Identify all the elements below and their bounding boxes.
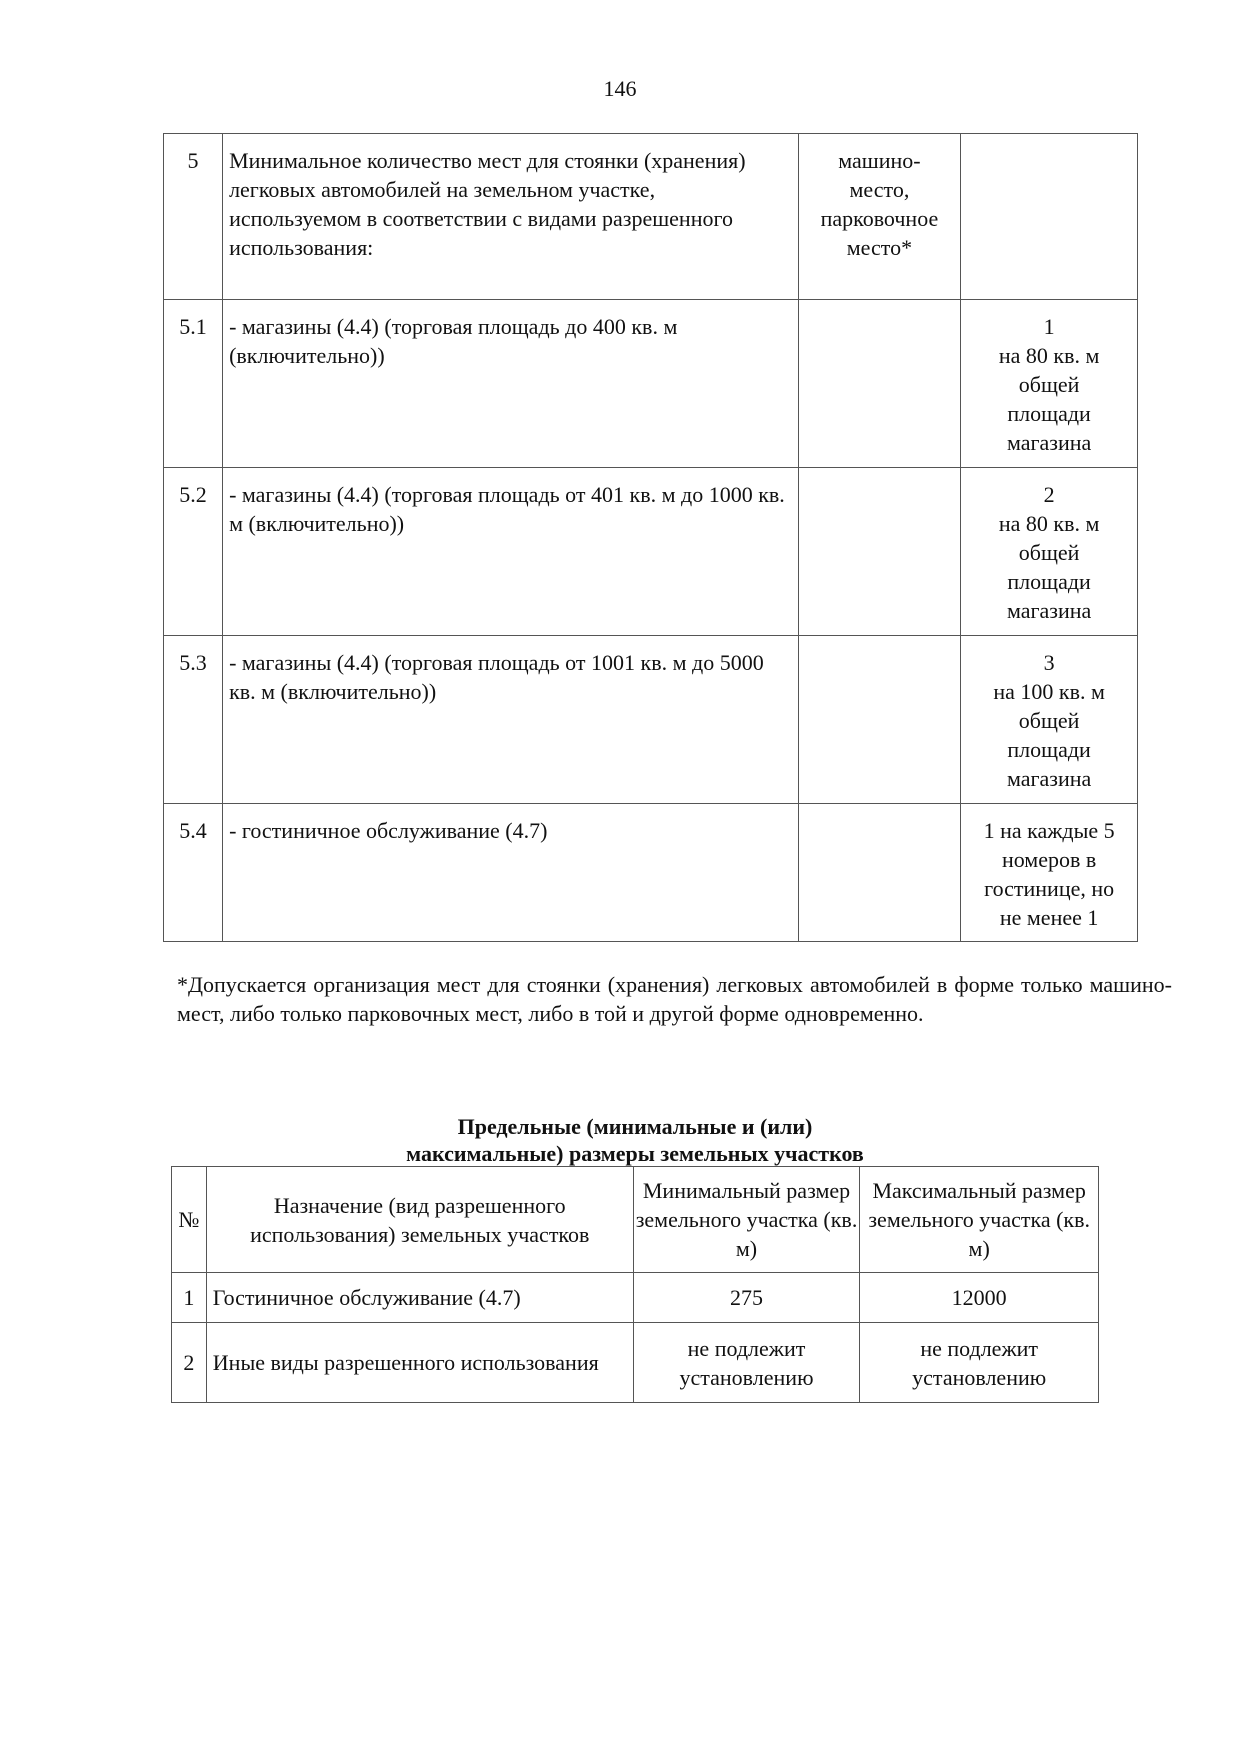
row-number: 2 xyxy=(172,1323,207,1403)
row-value: 3 на 100 кв. м общей площади магазина xyxy=(961,636,1138,804)
header-purpose: Назначение (вид разрешенного использования) земельных участков xyxy=(206,1167,633,1273)
row-unit xyxy=(798,804,961,942)
table-row xyxy=(164,804,1138,942)
page-number: 146 xyxy=(603,76,637,101)
row-description: Минимальное количество мест для стоянки (хранения) легковых автомобилей на земельном участке, используемом в соответствии с видами разрешенного использования: xyxy=(223,134,799,300)
row-value xyxy=(961,134,1138,300)
footnote: *Допускается организация мест для стоянки (хранения) легковых автомобилей в форме только машино-мест, либо только парковочных мест, либо в той и другой форме одновременно. xyxy=(177,972,1172,1026)
row-max-size: 12000 xyxy=(860,1273,1099,1323)
section-title: Предельные (минимальные и (или) максимальные) размеры земельных участков xyxy=(406,1114,864,1166)
row-purpose: Гостиничное обслуживание (4.7) xyxy=(206,1273,633,1323)
row-unit xyxy=(798,468,961,636)
row-description: - магазины (4.4) (торговая площадь от 401 кв. м до 1000 кв. м (включительно)) xyxy=(223,468,799,636)
row-unit xyxy=(798,636,961,804)
row-max-size: не подлежит установлению xyxy=(860,1323,1099,1403)
row-number: 5.4 xyxy=(164,804,223,942)
row-description: - магазины (4.4) (торговая площадь до 400 кв. м (включительно)) xyxy=(223,300,799,468)
table-row xyxy=(164,468,1138,636)
land-plot-size-table xyxy=(171,1166,1099,1403)
row-min-size: не подлежит установлению xyxy=(633,1323,860,1403)
row-value: 1 на каждые 5 номеров в гостинице, но не менее 1 xyxy=(961,804,1138,942)
parking-requirements-table xyxy=(163,133,1138,942)
row-description: - магазины (4.4) (торговая площадь от 1001 кв. м до 5000 кв. м (включительно)) xyxy=(223,636,799,804)
table-header-row xyxy=(172,1167,1099,1273)
row-number: 5 xyxy=(164,134,223,300)
table-row xyxy=(172,1273,1099,1323)
row-value: 2 на 80 кв. м общей площади магазина xyxy=(961,468,1138,636)
header-number: № xyxy=(172,1167,207,1273)
row-number: 5.1 xyxy=(164,300,223,468)
row-purpose: Иные виды разрешенного использования xyxy=(206,1323,633,1403)
row-number: 1 xyxy=(172,1273,207,1323)
header-min-size: Минимальный размер земельного участка (кв. м) xyxy=(633,1167,860,1273)
row-unit: машино- место, парковочное место* xyxy=(798,134,961,300)
table-row xyxy=(164,300,1138,468)
row-number: 5.3 xyxy=(164,636,223,804)
table-row xyxy=(164,636,1138,804)
row-min-size: 275 xyxy=(633,1273,860,1323)
row-unit xyxy=(798,300,961,468)
header-max-size: Максимальный размер земельного участка (кв. м) xyxy=(860,1167,1099,1273)
row-number: 5.2 xyxy=(164,468,223,636)
table-row xyxy=(164,134,1138,300)
table-row xyxy=(172,1323,1099,1403)
row-value: 1 на 80 кв. м общей площади магазина xyxy=(961,300,1138,468)
row-description: - гостиничное обслуживание (4.7) xyxy=(223,804,799,942)
